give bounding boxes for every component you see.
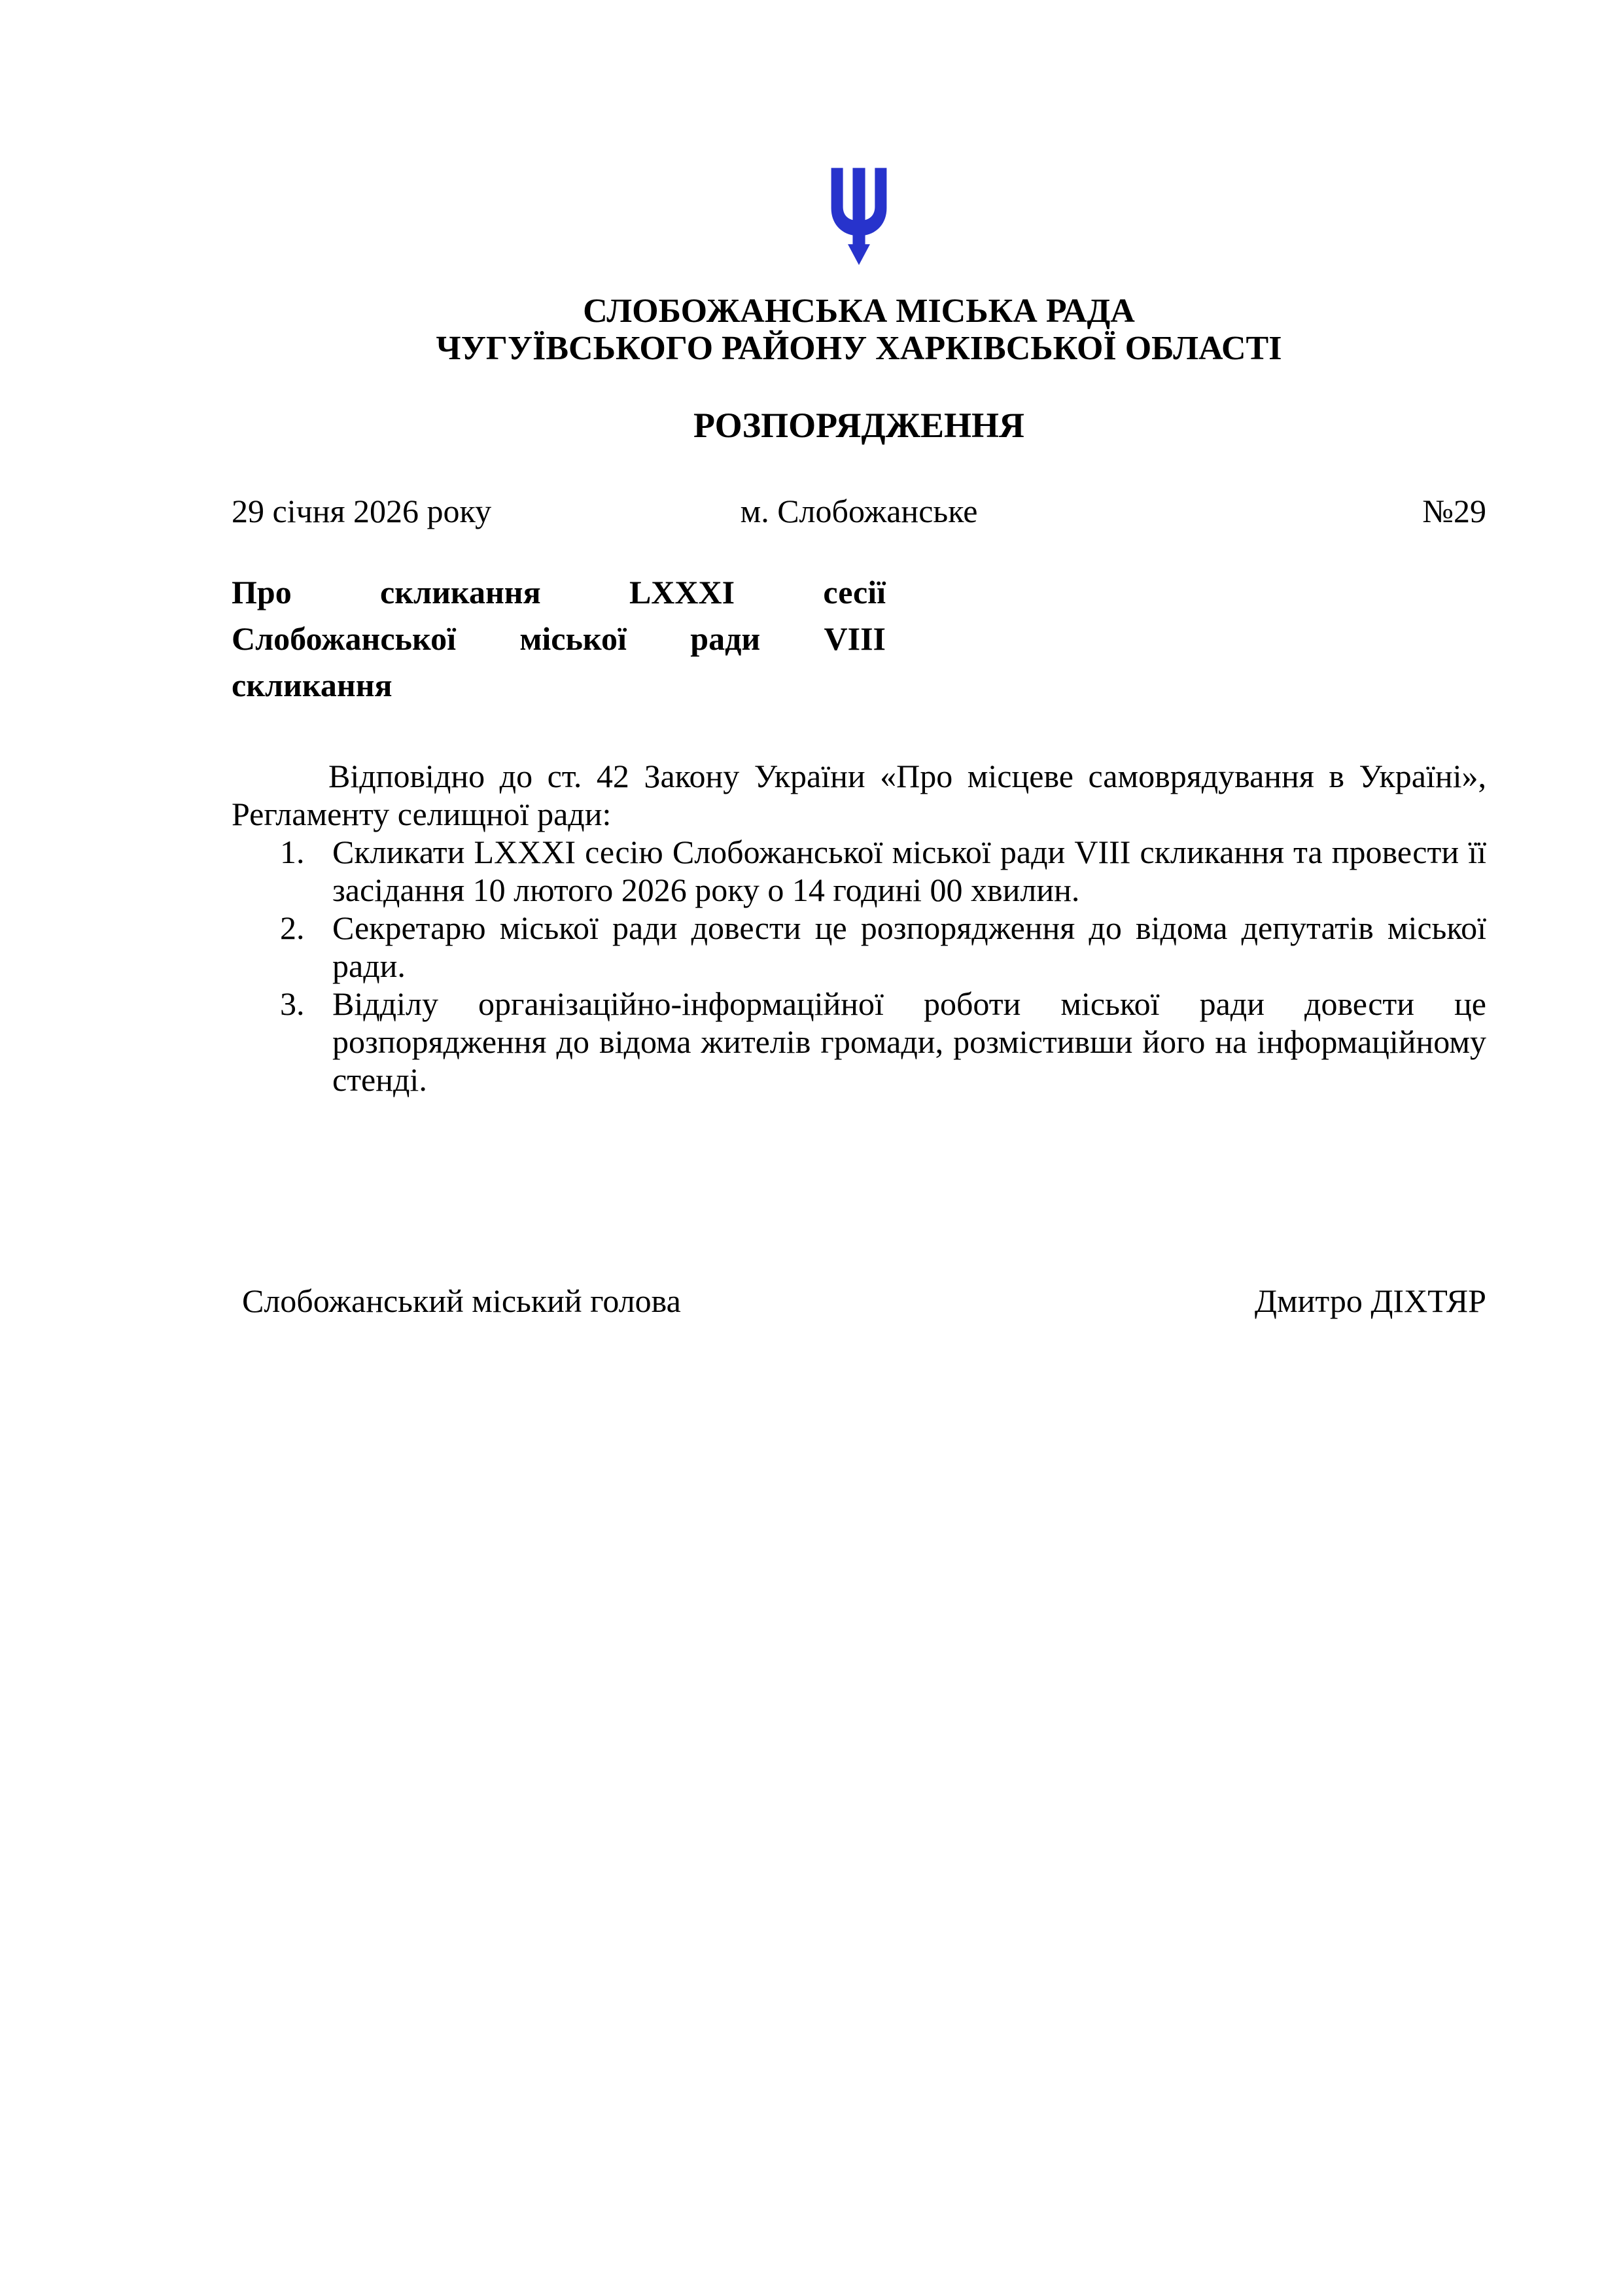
subject-line-3: скликання	[232, 667, 393, 704]
ordered-list	[232, 833, 1486, 1099]
ukraine-trident-icon	[824, 157, 894, 280]
item-number: 3.	[280, 985, 305, 1023]
emblem-container	[232, 0, 1486, 283]
item-text: Відділу організаційно-інформаційної роботи міської ради довести це розпорядження до відома жителів громади, розмістивши його на інформаційному стенді.	[332, 985, 1486, 1099]
org-name-line1: СЛОБОЖАНСЬКА МІСЬКА РАДА	[583, 292, 1135, 330]
signature-block	[232, 1282, 1486, 1320]
doc-date: 29 січня 2026 року	[232, 492, 492, 529]
signature-title: Слобожанський міський голова	[242, 1282, 681, 1320]
list-item	[232, 909, 1486, 985]
list-item	[232, 833, 1486, 909]
meta-line	[232, 493, 1486, 531]
signature-name: Дмитро ДІХТЯР	[1254, 1282, 1486, 1320]
doc-place: м. Слобожанське	[740, 492, 978, 529]
doc-number: №29	[1422, 492, 1486, 529]
item-text: Скликати LXXXI сесію Слобожанської міської ради VIII скликання та провести її засідання 10 лютого 2026 року о 14 годині 00 хвилин.	[332, 834, 1486, 909]
subject-line-2: Слобожанської міської ради VIII	[232, 620, 886, 658]
subject-block	[232, 569, 886, 709]
item-number: 2.	[280, 910, 305, 947]
doc-type-title: РОЗПОРЯДЖЕННЯ	[693, 406, 1025, 446]
preamble-text: Відповідно до ст. 42 Закону України «Про місцеве самоврядування в Україні», Регламенту селищної ради:	[232, 758, 1486, 833]
org-name-line2: ЧУГУЇВСЬКОГО РАЙОНУ ХАРКІВСЬКОЇ ОБЛАСТІ	[436, 330, 1282, 368]
subject-line-1: Про скликання LXXXI сесії	[232, 574, 886, 611]
item-number: 1.	[280, 834, 305, 871]
item-text: Секретарю міської ради довести це розпорядження до відома депутатів міської ради.	[332, 910, 1486, 985]
list-item	[232, 985, 1486, 1099]
